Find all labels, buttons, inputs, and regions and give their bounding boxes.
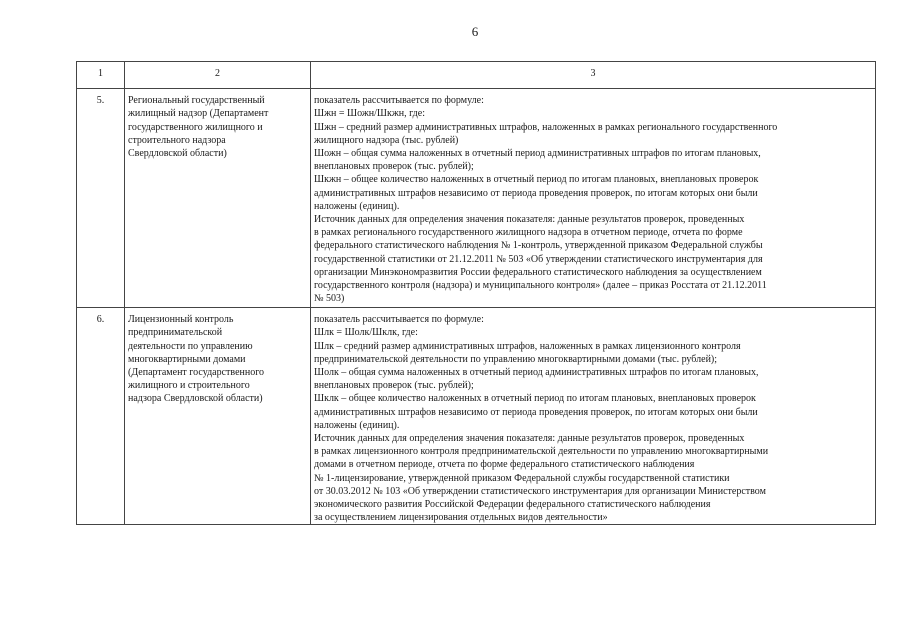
name-line: надзора Свердловской области) <box>128 393 263 405</box>
description-line: Шжн – средний размер административных штрафов, наложенных в рамках регионального государственного <box>314 121 778 133</box>
description-line: в рамках регионального государственного жилищного надзора в отчетном периоде, отчета по форме <box>314 227 743 239</box>
header-cell-3: 3 <box>311 62 876 89</box>
description-line: внеплановых проверок (тыс. рублей); <box>314 380 474 392</box>
name-line: Региональный государственный <box>128 95 265 107</box>
row-name-cell <box>125 308 311 525</box>
description-line: Шлк – средний размер административных штрафов, наложенных в рамках лицензионного контроля <box>314 340 741 352</box>
description-line: Шожн – общая сумма наложенных в отчетный период административных штрафов по итогам плановых, <box>314 148 761 160</box>
description-line: в рамках лицензионного контроля предпринимательской деятельности по управлению многоквартирными <box>314 446 769 458</box>
description-line: Шолк – общая сумма наложенных в отчетный период административных штрафов по итогам плановых, <box>314 367 759 379</box>
header-cell-2: 2 <box>125 62 311 89</box>
name-line: Свердловской области) <box>128 148 227 160</box>
description-line: Шлк = Шолк/Шклк, где: <box>314 327 418 339</box>
description-line: организации Минэкономразвития России федерального статистического наблюдения за осуществлением <box>314 266 762 278</box>
description-line: Шкжн – общее количество наложенных в отчетный период по итогам плановых, внеплановых проверок <box>314 174 759 186</box>
name-line: деятельности по управлению <box>128 340 253 352</box>
description-line: государственной статистики от 21.12.2011 № 503 «Об утверждении статистического инструментария для <box>314 253 763 265</box>
description-line: Источник данных для определения значения показателя: данные результатов проверок, проведенных <box>314 214 745 226</box>
description-line: домами в отчетном периоде, отчета по форме федерального статистического наблюдения <box>314 459 695 471</box>
name-line: жилищный надзор (Департамент <box>128 108 269 120</box>
table-header-row <box>77 62 876 89</box>
description-line: от 30.03.2012 № 103 «Об утверждении статистического инструментария для организации Министерством <box>314 485 766 497</box>
description-line: предпринимательской деятельности по управлению многоквартирными домами (тыс. рублей); <box>314 353 718 365</box>
name-line: жилищного и строительного <box>128 380 250 392</box>
description-line: за осуществлением лицензирования отдельных видов деятельности» <box>314 512 608 524</box>
table-row <box>77 89 876 308</box>
description-line: № 1-лицензирование, утвержденной приказом Федеральной службы государственной статистики <box>314 472 730 484</box>
description-line: Шжн = Шожн/Шкжн, где: <box>314 108 425 120</box>
name-line: Лицензионный контроль <box>128 314 234 326</box>
description-line: наложены (единиц). <box>314 419 400 431</box>
description-line: административных штрафов независимо от периода проведения проверок, по итогам которых они были <box>314 406 758 418</box>
description-line: административных штрафов независимо от периода проведения проверок, по итогам которых они были <box>314 187 758 199</box>
row-name-cell <box>125 89 311 308</box>
name-line: предпринимательской <box>128 327 223 339</box>
description-line: Источник данных для определения значения показателя: данные результатов проверок, проведенных <box>314 433 745 445</box>
description-line: Шклк – общее количество наложенных в отчетный период по итогам плановых, внеплановых проверок <box>314 393 756 405</box>
page-number: 6 <box>471 24 479 39</box>
name-line: (Департамент государственного <box>128 367 265 379</box>
row-number: 6. <box>77 308 125 525</box>
table-row <box>77 308 876 525</box>
row-description-cell <box>311 89 876 308</box>
description-line: государственного контроля (надзора) и муниципального контроля» (далее – приказ Росстата от 21.12.2011 <box>314 280 767 292</box>
description-line: федерального статистического наблюдения № 1-контроль, утвержденной приказом Федеральной службы <box>314 240 763 252</box>
description-line: показатель рассчитывается по формуле: <box>314 314 484 326</box>
indicators-table <box>76 61 876 525</box>
name-line: строительного надзора <box>128 134 226 146</box>
description-line: жилищного надзора (тыс. рублей) <box>314 134 459 146</box>
name-line: государственного жилищного и <box>128 121 263 133</box>
row-number: 5. <box>77 89 125 308</box>
name-line: многоквартирными домами <box>128 353 246 365</box>
description-line: № 503) <box>314 293 345 305</box>
row-description-cell <box>311 308 876 525</box>
description-line: наложены (единиц). <box>314 200 400 212</box>
description-line: показатель рассчитывается по формуле: <box>314 95 484 107</box>
header-cell-1: 1 <box>77 62 125 89</box>
description-line: внеплановых проверок (тыс. рублей); <box>314 161 474 173</box>
description-line: экономического развития Российской Федерации федерального статистического наблюдения <box>314 499 711 511</box>
